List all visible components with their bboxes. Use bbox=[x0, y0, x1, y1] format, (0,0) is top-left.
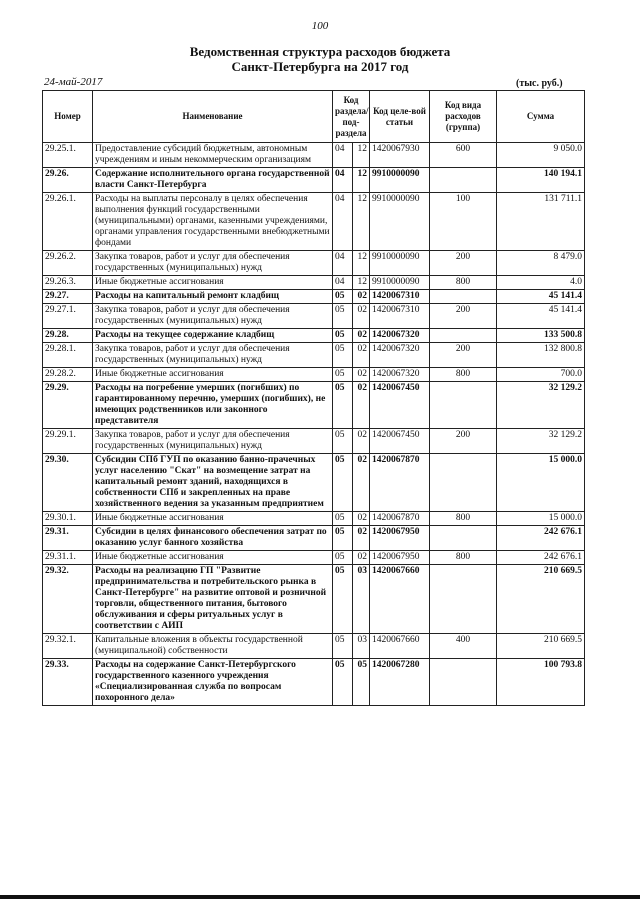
cell-name: Субсидии СПб ГУП по оказанию банно-прачечных услуг населению "Скат" на возмещение затрат на капитальный ремонт зданий, находящихся в собственности СПб и закрепленных на праве хозяйственного ведения за указанным предприятием bbox=[93, 454, 333, 512]
cell-sec: 05 bbox=[333, 290, 353, 304]
cell-target: 9910000090 bbox=[370, 276, 430, 290]
cell-sub: 02 bbox=[353, 329, 370, 343]
cell-sec: 05 bbox=[333, 343, 353, 368]
cell-sub: 02 bbox=[353, 304, 370, 329]
table-row bbox=[43, 429, 585, 454]
table-row bbox=[43, 251, 585, 276]
cell-type bbox=[430, 526, 497, 551]
cell-target: 1420067280 bbox=[370, 659, 430, 706]
cell-name: Иные бюджетные ассигнования bbox=[93, 368, 333, 382]
cell-num: 29.30.1. bbox=[43, 512, 93, 526]
cell-sum: 32 129.2 bbox=[497, 382, 585, 429]
cell-name: Расходы на погребение умерших (погибших) по гарантированному перечню, умерших (погибших), не имеющих родственников или законного представителя bbox=[93, 382, 333, 429]
cell-sum: 242 676.1 bbox=[497, 526, 585, 551]
cell-sub: 02 bbox=[353, 512, 370, 526]
cell-type bbox=[430, 168, 497, 193]
cell-num: 29.28.2. bbox=[43, 368, 93, 382]
cell-num: 29.31. bbox=[43, 526, 93, 551]
cell-target: 1420067310 bbox=[370, 304, 430, 329]
cell-num: 29.28. bbox=[43, 329, 93, 343]
cell-target: 1420067310 bbox=[370, 290, 430, 304]
cell-sub: 12 bbox=[353, 193, 370, 251]
cell-target: 1420067660 bbox=[370, 565, 430, 634]
cell-num: 29.25.1. bbox=[43, 143, 93, 168]
cell-sub: 02 bbox=[353, 290, 370, 304]
cell-num: 29.26.3. bbox=[43, 276, 93, 290]
cell-target: 9910000090 bbox=[370, 251, 430, 276]
title-line-2: Санкт-Петербурга на 2017 год bbox=[231, 59, 409, 74]
table-row bbox=[43, 382, 585, 429]
cell-target: 1420067870 bbox=[370, 454, 430, 512]
cell-sec: 04 bbox=[333, 251, 353, 276]
cell-type bbox=[430, 290, 497, 304]
cell-target: 1420067320 bbox=[370, 368, 430, 382]
cell-target: 1420067450 bbox=[370, 382, 430, 429]
cell-type: 100 bbox=[430, 193, 497, 251]
cell-sum: 210 669.5 bbox=[497, 565, 585, 634]
cell-name: Расходы на текущее содержание кладбищ bbox=[93, 329, 333, 343]
header-section: Код раздела/ под-раздела bbox=[333, 91, 370, 143]
table-row bbox=[43, 343, 585, 368]
table-row bbox=[43, 454, 585, 512]
cell-num: 29.29. bbox=[43, 382, 93, 429]
cell-type: 200 bbox=[430, 304, 497, 329]
cell-name: Содержание исполнительного органа государственной власти Санкт-Петербурга bbox=[93, 168, 333, 193]
cell-sec: 05 bbox=[333, 565, 353, 634]
cell-num: 29.33. bbox=[43, 659, 93, 706]
cell-sub: 02 bbox=[353, 429, 370, 454]
cell-target: 1420067450 bbox=[370, 429, 430, 454]
cell-sub: 02 bbox=[353, 551, 370, 565]
cell-sec: 05 bbox=[333, 368, 353, 382]
cell-sec: 04 bbox=[333, 143, 353, 168]
cell-num: 29.30. bbox=[43, 454, 93, 512]
cell-name: Субсидии в целях финансового обеспечения затрат по оказанию услуг банного хозяйства bbox=[93, 526, 333, 551]
cell-type: 200 bbox=[430, 251, 497, 276]
cell-sub: 02 bbox=[353, 343, 370, 368]
document-date: 24-май-2017 bbox=[44, 76, 103, 88]
table-row bbox=[43, 368, 585, 382]
cell-sum: 210 669.5 bbox=[497, 634, 585, 659]
cell-target: 1420067950 bbox=[370, 551, 430, 565]
page-bottom-border bbox=[0, 895, 640, 899]
cell-type: 600 bbox=[430, 143, 497, 168]
cell-sum: 15 000.0 bbox=[497, 454, 585, 512]
budget-table bbox=[42, 90, 585, 706]
cell-num: 29.28.1. bbox=[43, 343, 93, 368]
cell-type: 800 bbox=[430, 551, 497, 565]
table-row bbox=[43, 143, 585, 168]
units-label: (тыс. руб.) bbox=[516, 78, 563, 89]
cell-name: Расходы на содержание Санкт-Петербургского государственного казенного учреждения «Специализированная служба по вопросам похоронного дела» bbox=[93, 659, 333, 706]
cell-name: Расходы на капитальный ремонт кладбищ bbox=[93, 290, 333, 304]
table-row bbox=[43, 276, 585, 290]
cell-sec: 04 bbox=[333, 193, 353, 251]
cell-sec: 05 bbox=[333, 634, 353, 659]
cell-type: 800 bbox=[430, 368, 497, 382]
table-row bbox=[43, 304, 585, 329]
cell-num: 29.31.1. bbox=[43, 551, 93, 565]
cell-sub: 02 bbox=[353, 526, 370, 551]
cell-num: 29.29.1. bbox=[43, 429, 93, 454]
table-row bbox=[43, 526, 585, 551]
table-row bbox=[43, 659, 585, 706]
cell-target: 1420067660 bbox=[370, 634, 430, 659]
cell-sub: 05 bbox=[353, 659, 370, 706]
cell-target: 1420067930 bbox=[370, 143, 430, 168]
table-row bbox=[43, 193, 585, 251]
title-line-1: Ведомственная структура расходов бюджета bbox=[189, 44, 451, 59]
cell-name: Иные бюджетные ассигнования bbox=[93, 512, 333, 526]
cell-type: 200 bbox=[430, 343, 497, 368]
cell-sec: 05 bbox=[333, 526, 353, 551]
cell-sum: 8 479.0 bbox=[497, 251, 585, 276]
cell-type: 800 bbox=[430, 512, 497, 526]
cell-target: 1420067870 bbox=[370, 512, 430, 526]
table-row bbox=[43, 168, 585, 193]
cell-sum: 700.0 bbox=[497, 368, 585, 382]
cell-num: 29.32. bbox=[43, 565, 93, 634]
cell-sub: 12 bbox=[353, 168, 370, 193]
cell-name: Иные бюджетные ассигнования bbox=[93, 551, 333, 565]
cell-sec: 05 bbox=[333, 304, 353, 329]
header-sum: Сумма bbox=[497, 91, 585, 143]
table-row bbox=[43, 634, 585, 659]
cell-name: Иные бюджетные ассигнования bbox=[93, 276, 333, 290]
cell-sum: 132 800.8 bbox=[497, 343, 585, 368]
cell-num: 29.26. bbox=[43, 168, 93, 193]
cell-type bbox=[430, 565, 497, 634]
cell-sum: 242 676.1 bbox=[497, 551, 585, 565]
cell-name: Закупка товаров, работ и услуг для обеспечения государственных (муниципальных) нужд bbox=[93, 251, 333, 276]
header-type: Код вида расходов (группа) bbox=[430, 91, 497, 143]
cell-sec: 05 bbox=[333, 429, 353, 454]
cell-sub: 12 bbox=[353, 251, 370, 276]
cell-name: Закупка товаров, работ и услуг для обеспечения государственных (муниципальных) нужд bbox=[93, 429, 333, 454]
cell-sec: 04 bbox=[333, 168, 353, 193]
cell-sum: 45 141.4 bbox=[497, 290, 585, 304]
cell-sum: 45 141.4 bbox=[497, 304, 585, 329]
cell-type: 400 bbox=[430, 634, 497, 659]
document-title bbox=[0, 44, 640, 74]
cell-sub: 12 bbox=[353, 276, 370, 290]
cell-type bbox=[430, 382, 497, 429]
cell-target: 1420067320 bbox=[370, 343, 430, 368]
cell-num: 29.26.1. bbox=[43, 193, 93, 251]
cell-sec: 05 bbox=[333, 329, 353, 343]
cell-num: 29.27. bbox=[43, 290, 93, 304]
cell-sum: 140 194.1 bbox=[497, 168, 585, 193]
cell-type bbox=[430, 454, 497, 512]
cell-num: 29.26.2. bbox=[43, 251, 93, 276]
cell-sec: 05 bbox=[333, 551, 353, 565]
cell-name: Закупка товаров, работ и услуг для обеспечения государственных (муниципальных) нужд bbox=[93, 304, 333, 329]
cell-type: 800 bbox=[430, 276, 497, 290]
cell-sum: 4.0 bbox=[497, 276, 585, 290]
cell-type: 200 bbox=[430, 429, 497, 454]
cell-sum: 133 500.8 bbox=[497, 329, 585, 343]
cell-sub: 12 bbox=[353, 143, 370, 168]
cell-name: Предоставление субсидий бюджетным, автономным учреждениям и иным некоммерческим организациям bbox=[93, 143, 333, 168]
page-number: 100 bbox=[311, 20, 329, 32]
cell-num: 29.27.1. bbox=[43, 304, 93, 329]
cell-sum: 15 000.0 bbox=[497, 512, 585, 526]
cell-name: Расходы на реализацию ГП "Развитие предпринимательства и потребительского рынка в Санкт-Петербурге" на развитие оптовой и розничной торговли, общественного питания, бытового обслуживания и сферы ритуальных услуг в соответствии с АИП bbox=[93, 565, 333, 634]
cell-target: 9910000090 bbox=[370, 193, 430, 251]
cell-sum: 131 711.1 bbox=[497, 193, 585, 251]
cell-num: 29.32.1. bbox=[43, 634, 93, 659]
cell-type bbox=[430, 659, 497, 706]
cell-target: 1420067950 bbox=[370, 526, 430, 551]
cell-name: Закупка товаров, работ и услуг для обеспечения государственных (муниципальных) нужд bbox=[93, 343, 333, 368]
header-name: Наименование bbox=[93, 91, 333, 143]
header-number: Номер bbox=[43, 91, 93, 143]
cell-sum: 32 129.2 bbox=[497, 429, 585, 454]
cell-sec: 04 bbox=[333, 276, 353, 290]
cell-sub: 03 bbox=[353, 565, 370, 634]
cell-target: 1420067320 bbox=[370, 329, 430, 343]
cell-sum: 9 050.0 bbox=[497, 143, 585, 168]
cell-sub: 02 bbox=[353, 382, 370, 429]
cell-sec: 05 bbox=[333, 454, 353, 512]
cell-sec: 05 bbox=[333, 512, 353, 526]
cell-sub: 03 bbox=[353, 634, 370, 659]
table-row bbox=[43, 512, 585, 526]
cell-sum: 100 793.8 bbox=[497, 659, 585, 706]
cell-name: Капитальные вложения в объекты государственной (муниципальной) собственности bbox=[93, 634, 333, 659]
cell-type bbox=[430, 329, 497, 343]
table-row bbox=[43, 565, 585, 634]
cell-name: Расходы на выплаты персоналу в целях обеспечения выполнения функций государственными (муниципальными) органами, казенными учреждениями, органами управления государственными внебюджетными фондами bbox=[93, 193, 333, 251]
header-target: Код целе-вой статьи bbox=[370, 91, 430, 143]
cell-sec: 05 bbox=[333, 659, 353, 706]
table-row bbox=[43, 329, 585, 343]
table-row bbox=[43, 551, 585, 565]
cell-sec: 05 bbox=[333, 382, 353, 429]
cell-sub: 02 bbox=[353, 368, 370, 382]
table-row bbox=[43, 290, 585, 304]
table-body bbox=[43, 143, 585, 706]
cell-target: 9910000090 bbox=[370, 168, 430, 193]
table-header-row bbox=[43, 91, 585, 143]
cell-sub: 02 bbox=[353, 454, 370, 512]
